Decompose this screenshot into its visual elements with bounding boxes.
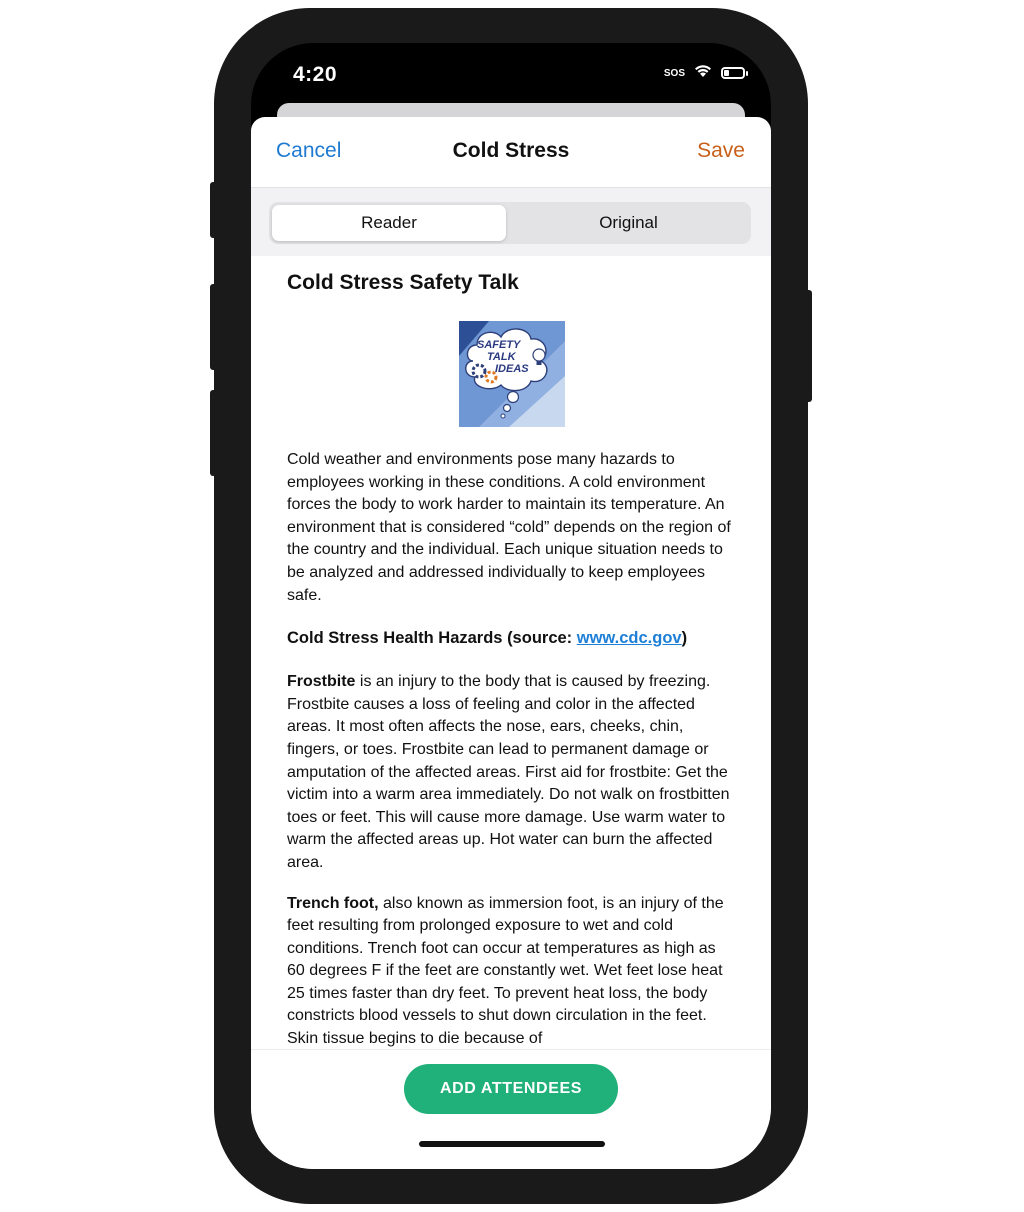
trench-foot-paragraph <box>287 893 737 1050</box>
frostbite-text: is an injury to the body that is caused by freezing. Frostbite causes a loss of feeling and color in the affected areas. It most often affects the nose, ears, cheeks, chin, fingers, or toes. Frostbite can lead to permanent damage or amputation of the affected areas. First aid for frostbite: Get the victim into a warm area immediately. Do not walk on frostbitten toes or feet. This will cause more damage. Use warm water to warm the affected areas up. Hot water can burn the affected area. <box>287 673 730 871</box>
volume-up-button <box>210 284 216 370</box>
reader-content[interactable] <box>287 259 737 1049</box>
navigation-bar <box>251 117 771 188</box>
section-heading-suffix: ) <box>681 629 688 648</box>
logo-text-1: SAFETY <box>477 339 521 351</box>
phone-screen <box>251 43 771 1169</box>
add-attendees-button[interactable]: ADD ATTENDEES <box>404 1064 618 1114</box>
wifi-icon <box>693 63 713 83</box>
status-icons <box>664 63 745 83</box>
view-mode-segmented-control <box>269 202 751 244</box>
cdc-link[interactable]: www.cdc.gov <box>576 629 682 648</box>
intro-paragraph: Cold weather and environments pose many hazards to employees working in these conditions. A cold environment forces the body to work harder to maintain its temperature. An environment that is considered “cold” depends on the region of the country and the individual. Each unique situation needs to be analyzed and addressed individually to keep employees safe. <box>287 451 731 604</box>
trench-foot-text: also known as immersion foot, is an injury of the feet resulting from prolonged exposure to wet and cold conditions. Trench foot can occur at temperatures as high as 60 degrees F if the feet are constantly wet. Wet feet lose heat 25 times faster than dry feet. To prevent heat loss, the body constricts blood vessels to shut down circulation in the feet. Skin tissue begins to die because of <box>287 894 724 1048</box>
sos-indicator: SOS <box>663 67 685 79</box>
safety-talk-ideas-logo <box>459 321 565 427</box>
section-heading-health-hazards <box>287 627 737 649</box>
frostbite-term: Frostbite <box>287 673 356 691</box>
bottom-action-bar <box>251 1049 771 1169</box>
status-time: 4:20 <box>293 63 338 86</box>
frostbite-paragraph <box>287 671 737 874</box>
segment-area <box>251 188 771 256</box>
status-bar <box>251 43 771 103</box>
power-button <box>806 290 812 402</box>
page-title: Cold Stress <box>452 139 570 162</box>
document-title: Cold Stress Safety Talk <box>287 271 519 294</box>
cancel-button[interactable]: Cancel <box>276 139 342 162</box>
trench-foot-term: Trench foot, <box>287 894 379 912</box>
battery-low-icon <box>721 67 745 79</box>
volume-down-button <box>210 390 216 476</box>
save-button[interactable]: Save <box>697 139 745 162</box>
section-heading-text: Cold Stress Health Hazards (source: <box>287 629 577 648</box>
home-indicator[interactable] <box>419 1141 605 1147</box>
mute-switch <box>210 182 216 238</box>
logo-text-2: TALK <box>487 351 516 363</box>
segment-reader[interactable]: Reader <box>272 205 506 241</box>
logo-text-3: IDEAS <box>495 363 529 375</box>
modal-sheet <box>251 117 771 1169</box>
segment-original[interactable]: Original <box>599 213 658 232</box>
battery-level <box>724 70 729 76</box>
